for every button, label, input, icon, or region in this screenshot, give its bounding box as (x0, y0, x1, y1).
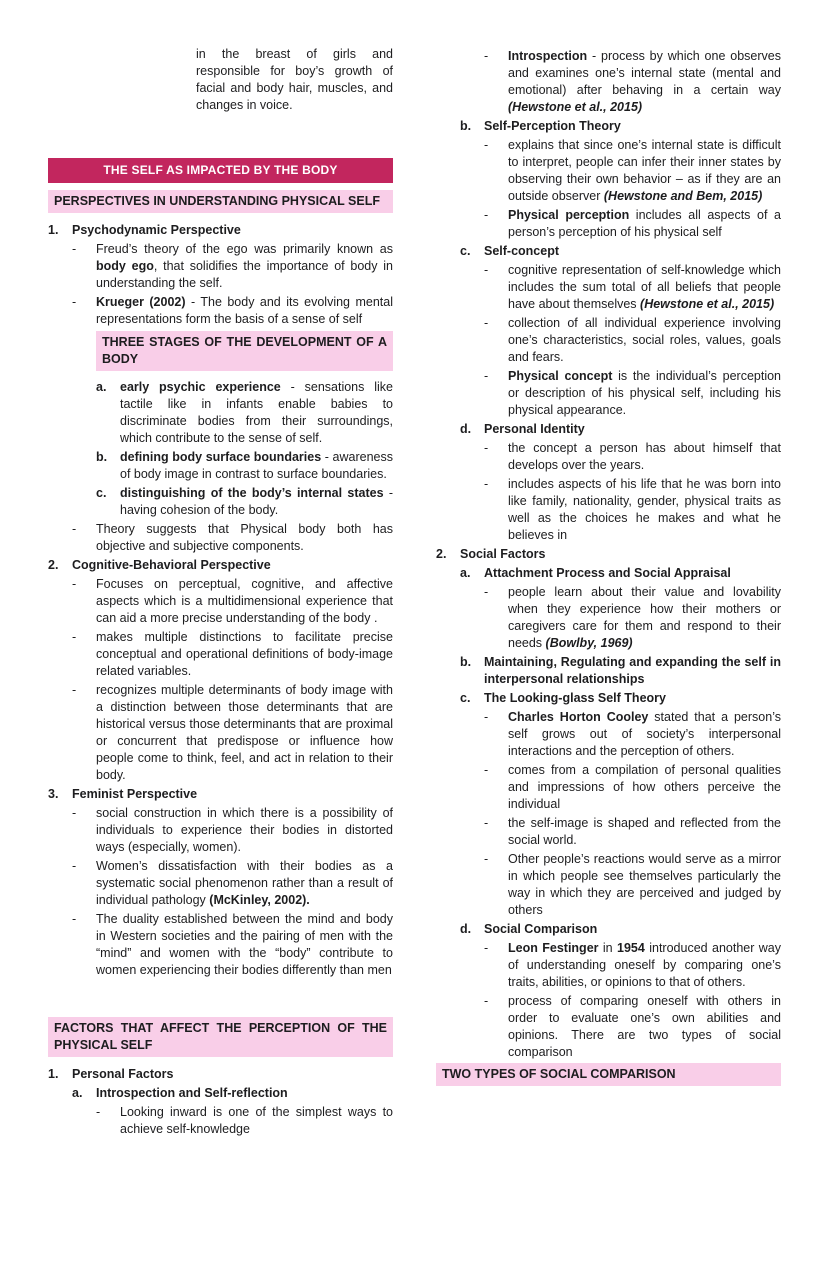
text-run: Introspection (508, 49, 588, 63)
list-marker: - (72, 912, 77, 926)
list-marker: - (72, 683, 77, 697)
list-item-text (72, 557, 393, 574)
list-item-text (120, 379, 393, 447)
text-run: Theory suggests that Physical body both has objective and subjective components. (96, 522, 393, 553)
outline-item (436, 476, 781, 544)
outline-item (48, 241, 393, 292)
outline-item (48, 449, 393, 483)
text-run: explains that since one’s internal state is difficult to interpret, people can infer their inner states by observing their own behavior – as if they are an outside observer (508, 138, 781, 203)
outline-item (48, 379, 393, 447)
list-marker: c. (96, 486, 107, 500)
list-marker: a. (72, 1086, 83, 1100)
list-item-text (508, 940, 781, 991)
text-run: Attachment Process and Social Appraisal (484, 566, 731, 580)
list-item-text (96, 241, 393, 292)
outline-item (436, 921, 781, 938)
text-run: Krueger (2002) (96, 295, 186, 309)
text-run: Feminist Perspective (72, 787, 198, 801)
list-item-text (508, 762, 781, 813)
list-marker: - (72, 522, 77, 536)
outline-item (48, 294, 393, 328)
text-run: (Hewstone and Bem, 2015) (603, 189, 763, 203)
highlight-heading: TWO TYPES OF SOCIAL COMPARISON (436, 1063, 781, 1086)
outline-item (48, 521, 393, 555)
list-marker: - (484, 369, 489, 383)
list-item-text (484, 118, 781, 135)
list-marker: - (484, 941, 489, 955)
outline-item (48, 682, 393, 784)
list-marker: - (484, 763, 489, 777)
outline-item (436, 993, 781, 1061)
text-run: Social Factors (460, 547, 546, 561)
list-item-text (508, 48, 781, 116)
text-run: - sensations like tactile like in infants enable babies to discriminate bodies from their surroundings, which contribute to the sense of self. (120, 380, 393, 445)
text-run: in the breast of girls and responsible for boy’s growth of facial and body hair, muscles, and changes in voice. (196, 47, 393, 112)
list-marker: - (72, 577, 77, 591)
outline-item (436, 440, 781, 474)
list-item-text (508, 584, 781, 652)
text-run: is the individual’s perception or description of his physical self, including his physical appearance. (508, 369, 782, 417)
list-marker: b. (96, 450, 108, 464)
outline-item (48, 786, 393, 803)
outline-item (436, 690, 781, 707)
list-item-text (120, 485, 393, 519)
outline-item (48, 629, 393, 680)
text-run: Women’s dissatisfaction with their bodies as a systematic social phenomenon rather than a result of individual pathology (96, 859, 393, 907)
outline-item (436, 565, 781, 582)
list-item-text (508, 851, 781, 919)
text-run: in (598, 941, 618, 955)
list-marker: d. (460, 422, 472, 436)
list-item-text (96, 682, 393, 784)
text-run: Physical concept (508, 369, 613, 383)
outline-item (436, 315, 781, 366)
text-run: stated that a person’s self grows out of society’s interpersonal interactions and the perception of others. (508, 710, 781, 758)
outline-item (48, 1066, 393, 1083)
list-marker: - (484, 710, 489, 724)
list-marker: 3. (48, 787, 59, 801)
list-item-text (508, 709, 781, 760)
list-marker: - (484, 208, 489, 222)
list-marker: - (484, 994, 489, 1008)
text-run: introduced another way of understanding oneself by comparing one’s traits, abilities, or opinions to that of others. (508, 941, 782, 989)
text-run: Other people’s reactions would serve as a mirror in which people see themselves particularly the way in which they are perceived and judged by others (508, 852, 781, 917)
list-marker: - (484, 441, 489, 455)
list-item-text (96, 629, 393, 680)
text-run: Self-Perception Theory (484, 119, 621, 133)
text-run: the self-image is shaped and reflected from the social world. (508, 816, 781, 847)
text-run: (Bowlby, 1969) (545, 636, 633, 650)
list-item-text (508, 815, 781, 849)
outline-item (436, 709, 781, 760)
text-run: includes all aspects of a person’s perception of his physical self (508, 208, 781, 239)
outline-item (48, 485, 393, 519)
outline-item (48, 805, 393, 856)
list-item-text (72, 786, 393, 803)
text-run: Cognitive-Behavioral Perspective (72, 558, 271, 572)
list-marker: - (484, 138, 489, 152)
text-run: - process by which one observes and examines one’s internal state (mental and emotional) after behaving in a certain way (508, 49, 781, 97)
text-run: the concept a person has about himself that develops over the years. (508, 441, 781, 472)
text-run: recognizes multiple determinants of body image with a distinction between those determinants that are historical versus those determinants that are proximal or concurrent that predispose or influence how people come to think, feel, and act in relation to their body. (96, 683, 393, 782)
list-marker: - (484, 316, 489, 330)
text-run: - The body and its evolving mental representations form the basis of a sense of self (96, 295, 393, 326)
list-item-text (508, 368, 781, 419)
text-run: Psychodynamic Perspective (72, 223, 241, 237)
text-run: cognitive representation of self-knowledge which includes the sum total of all beliefs that people have about themselves (508, 263, 781, 311)
text-run: Personal Factors (72, 1067, 174, 1081)
outline-item (48, 557, 393, 574)
outline-item (48, 222, 393, 239)
list-item-text (96, 521, 393, 555)
text-run: Freud’s theory of the ego was primarily known as (96, 242, 393, 256)
outline-item (436, 940, 781, 991)
outline-item (48, 911, 393, 979)
list-item-text (484, 565, 781, 582)
left-column (48, 46, 393, 1138)
list-item-text (96, 805, 393, 856)
list-marker: b. (460, 655, 472, 669)
outline-item (436, 421, 781, 438)
list-marker: - (72, 295, 77, 309)
list-marker: b. (460, 119, 472, 133)
list-item-text (484, 654, 781, 688)
list-item-text (508, 993, 781, 1061)
outline-item (436, 207, 781, 241)
list-marker: 1. (48, 1067, 59, 1081)
list-item-text (508, 262, 781, 313)
list-marker: 1. (48, 223, 59, 237)
list-marker: a. (96, 380, 107, 394)
text-run: The Looking-glass Self Theory (484, 691, 666, 705)
text-run: (McKinley, 2002). (209, 893, 310, 907)
outline-item (436, 762, 781, 813)
text-run: Social Comparison (484, 922, 598, 936)
list-item-text (96, 858, 393, 909)
list-item-text (484, 690, 781, 707)
text-run: (Hewstone et al., 2015) (640, 297, 775, 311)
text-run: Introspection and Self-reflection (96, 1086, 288, 1100)
list-item-text (508, 315, 781, 366)
text-run: - having cohesion of the body. (120, 486, 394, 517)
outline-item (48, 1085, 393, 1102)
list-item-text (72, 1066, 393, 1083)
list-item-text (484, 921, 781, 938)
list-marker: c. (460, 691, 471, 705)
outline-item (48, 576, 393, 627)
list-marker: - (72, 806, 77, 820)
list-marker: - (484, 49, 489, 63)
text-run: social construction in which there is a possibility of individuals to experience their bodies in distorted ways (especially, women). (96, 806, 393, 854)
list-marker: - (96, 1105, 101, 1119)
list-marker: - (484, 852, 489, 866)
highlight-heading: FACTORS THAT AFFECT THE PERCEPTION OF THE PHYSICAL SELF (48, 1017, 393, 1057)
list-marker: - (484, 585, 489, 599)
list-item-text (96, 911, 393, 979)
outline-item (436, 118, 781, 135)
list-marker: a. (460, 566, 471, 580)
outline-item (48, 858, 393, 909)
list-item-text (508, 440, 781, 474)
highlight-heading: PERSPECTIVES IN UNDERSTANDING PHYSICAL SELF (48, 190, 393, 213)
highlight-heading: THREE STAGES OF THE DEVELOPMENT OF A BODY (96, 331, 393, 371)
list-item-text (484, 243, 781, 260)
list-item-text (460, 546, 781, 563)
text-run: Physical perception (508, 208, 630, 222)
list-item-text (72, 222, 393, 239)
outline-item (436, 137, 781, 205)
section-banner: THE SELF AS IMPACTED BY THE BODY (48, 158, 393, 183)
outline-item (436, 48, 781, 116)
outline-item (436, 546, 781, 563)
text-run: Looking inward is one of the simplest ways to achieve self-knowledge (120, 1105, 393, 1136)
paragraph (196, 46, 393, 114)
text-run: process of comparing oneself with others in order to evaluate one’s own abilities and opinions. There are two types of social comparison (508, 994, 781, 1059)
outline-item (436, 368, 781, 419)
text-run: - awareness of body image in contrast to surface boundaries. (120, 450, 393, 481)
text-run: Personal Identity (484, 422, 585, 436)
list-marker: - (72, 630, 77, 644)
list-marker: - (484, 816, 489, 830)
text-run: Leon Festinger (508, 941, 599, 955)
list-item-text (508, 207, 781, 241)
list-item-text (96, 294, 393, 328)
list-marker: 2. (48, 558, 59, 572)
outline-item (436, 815, 781, 849)
list-marker: - (484, 263, 489, 277)
list-marker: - (72, 242, 77, 256)
list-item-text (508, 476, 781, 544)
list-item-text (96, 1085, 393, 1102)
text-run: comes from a compilation of personal qualities and impressions of how others perceive the individual (508, 763, 781, 811)
text-run: collection of all individual experience involving one’s characteristics, social roles, values, goals and fears. (508, 316, 781, 364)
text-run: The duality established between the mind and body in Western societies and the pairing of men with the “mind” and women with the “body” contribute to women experiencing their bodies differently than men (96, 912, 393, 977)
text-run: defining body surface boundaries (120, 450, 322, 464)
list-marker: d. (460, 922, 472, 936)
text-run: body ego (96, 259, 154, 273)
list-item-text (120, 449, 393, 483)
text-run: distinguishing of the body’s internal states (120, 486, 384, 500)
outline-item (436, 584, 781, 652)
text-run: Charles Horton Cooley (508, 710, 649, 724)
list-item-text (96, 576, 393, 627)
text-run: makes multiple distinctions to facilitate precise conceptual and operational definitions of body-image related variables. (96, 630, 393, 678)
text-run: Self-concept (484, 244, 560, 258)
text-run: early psychic experience (120, 380, 281, 394)
text-run: Focuses on perceptual, cognitive, and affective aspects which is a multidimensional experience that can aid a more precise understanding of the body . (96, 577, 393, 625)
outline-item (48, 1104, 393, 1138)
right-column (436, 46, 781, 1086)
text-run: Maintaining, Regulating and expanding the self in interpersonal relationships (484, 655, 781, 686)
list-item-text (120, 1104, 393, 1138)
text-run: 1954 (617, 941, 645, 955)
outline-item (436, 243, 781, 260)
outline-item (436, 851, 781, 919)
text-run: (Hewstone et al., 2015) (508, 100, 643, 114)
list-item-text (484, 421, 781, 438)
list-marker: c. (460, 244, 471, 258)
text-run: , that solidifies the importance of body in understanding the self. (96, 259, 393, 290)
text-run: people learn about their value and lovability when they experience how their mothers or caregivers care for them and respond to their needs (508, 585, 781, 650)
outline-item (436, 654, 781, 688)
list-marker: - (72, 859, 77, 873)
text-run: includes aspects of his life that he was born into like family, nationality, gender, physical traits as well as the choices he makes and what he believes in (508, 477, 781, 542)
list-marker: 2. (436, 547, 447, 561)
list-marker: - (484, 477, 489, 491)
list-item-text (508, 137, 781, 205)
outline-item (436, 262, 781, 313)
